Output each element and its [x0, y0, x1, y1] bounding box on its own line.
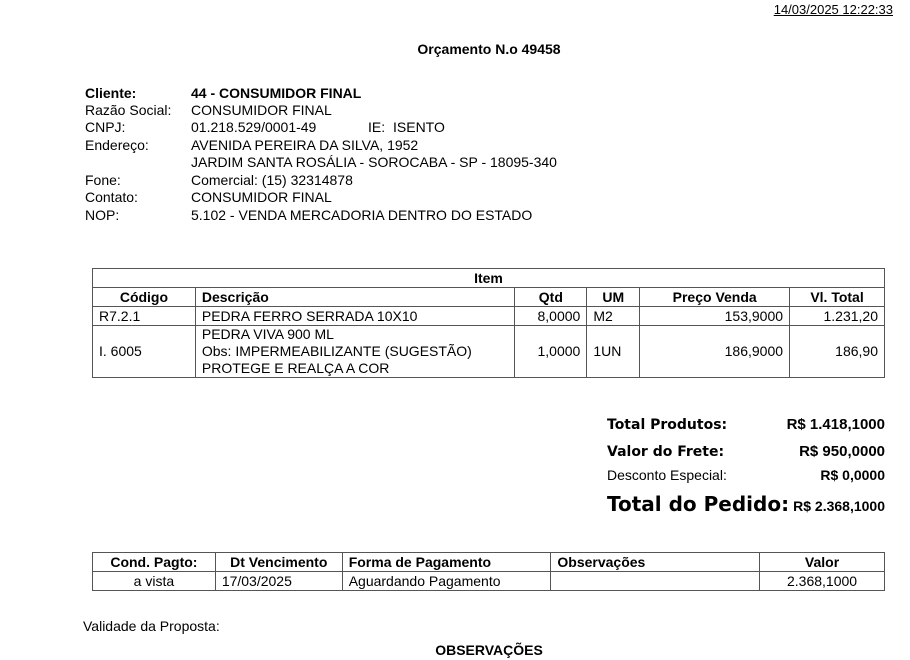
table-row	[93, 307, 885, 326]
desc-line: PROTEGE E REALÇA A COR	[201, 360, 390, 376]
contato-value: CONSUMIDOR FINAL	[191, 189, 332, 205]
observacoes-heading: OBSERVAÇÕES	[435, 642, 543, 658]
endereco-value: AVENIDA PEREIRA DA SILVA, 1952	[191, 137, 419, 153]
col-preco: Preço Venda	[640, 288, 790, 307]
valor-frete	[607, 443, 885, 460]
payment-forma: Aguardando Pagamento	[342, 572, 551, 591]
items-table	[92, 268, 885, 378]
fone-value: Comercial: (15) 32314878	[191, 172, 353, 188]
col-cond-pagto: Cond. Pagto:	[93, 553, 216, 572]
desconto-value: R$ 0,0000	[820, 467, 885, 483]
razao-value: CONSUMIDOR FINAL	[191, 102, 332, 118]
item-qtd: 1,0000	[515, 326, 587, 378]
desconto-especial	[607, 467, 885, 483]
item-preco: 153,9000	[640, 307, 790, 326]
client-label: Cliente:	[85, 85, 137, 101]
payment-cond: a vista	[93, 572, 216, 591]
item-qtd: 8,0000	[515, 307, 587, 326]
table-row	[93, 326, 885, 378]
desconto-label: Desconto Especial:	[607, 467, 727, 483]
razao-label: Razão Social:	[85, 102, 172, 118]
fone-label: Fone:	[85, 172, 121, 188]
col-um: UM	[587, 288, 640, 307]
print-timestamp: 14/03/2025 12:22:33	[773, 2, 893, 17]
col-descricao: Descrição	[195, 288, 515, 307]
col-forma-pagamento: Forma de Pagamento	[342, 553, 551, 572]
item-total: 186,90	[790, 326, 885, 378]
items-title: Item	[93, 269, 885, 288]
contato-label: Contato:	[85, 189, 138, 205]
col-dt-vencimento: Dt Vencimento	[215, 553, 342, 572]
item-total: 1.231,20	[790, 307, 885, 326]
nop-label: NOP:	[85, 207, 120, 223]
payment-venc: 17/03/2025	[215, 572, 342, 591]
item-codigo: R7.2.1	[93, 307, 196, 326]
total-produtos	[607, 416, 885, 433]
item-codigo: I. 6005	[93, 326, 196, 378]
col-total: Vl. Total	[790, 288, 885, 307]
cnpj-value: 01.218.529/0001-49	[191, 119, 317, 135]
col-valor: Valor	[760, 553, 885, 572]
col-qtd: Qtd	[515, 288, 587, 307]
ie-label: IE:	[368, 119, 386, 135]
validade-label: Validade da Proposta:	[83, 618, 220, 634]
client-value: 44 - CONSUMIDOR FINAL	[191, 85, 362, 101]
total-pedido-label: Total do Pedido:	[607, 492, 790, 516]
table-row	[93, 572, 885, 591]
cnpj-label: CNPJ:	[85, 119, 126, 135]
total-produtos-label: Total Produtos:	[607, 417, 728, 433]
item-descricao: PEDRA FERRO SERRADA 10X10	[195, 307, 515, 326]
item-um: M2	[587, 307, 640, 326]
endereco-value-2: JARDIM SANTA ROSÁLIA - SOROCABA - SP - 18095-340	[191, 154, 557, 170]
total-pedido	[607, 491, 885, 517]
item-preco: 186,9000	[640, 326, 790, 378]
total-pedido-value: R$ 2.368,1000	[793, 498, 885, 514]
col-observacoes: Observações	[551, 553, 760, 572]
desc-line: PEDRA VIVA 900 ML	[201, 326, 334, 342]
valor-frete-label: Valor do Frete:	[607, 444, 725, 460]
payment-obs	[551, 572, 760, 591]
payment-valor: 2.368,1000	[760, 572, 885, 591]
page-title: Orçamento N.o 49458	[417, 41, 561, 57]
endereco-label: Endereço:	[85, 137, 149, 153]
valor-frete-value: R$ 950,0000	[799, 443, 885, 460]
nop-value: 5.102 - VENDA MERCADORIA DENTRO DO ESTADO	[191, 207, 533, 223]
item-um: 1UN	[587, 326, 640, 378]
col-codigo: Código	[93, 288, 196, 307]
payment-table	[92, 552, 885, 591]
desc-line: Obs: IMPERMEABILIZANTE (SUGESTÃO)	[201, 343, 472, 359]
ie-value: ISENTO	[393, 119, 445, 135]
item-descricao	[195, 326, 515, 378]
total-produtos-value: R$ 1.418,1000	[786, 416, 885, 433]
